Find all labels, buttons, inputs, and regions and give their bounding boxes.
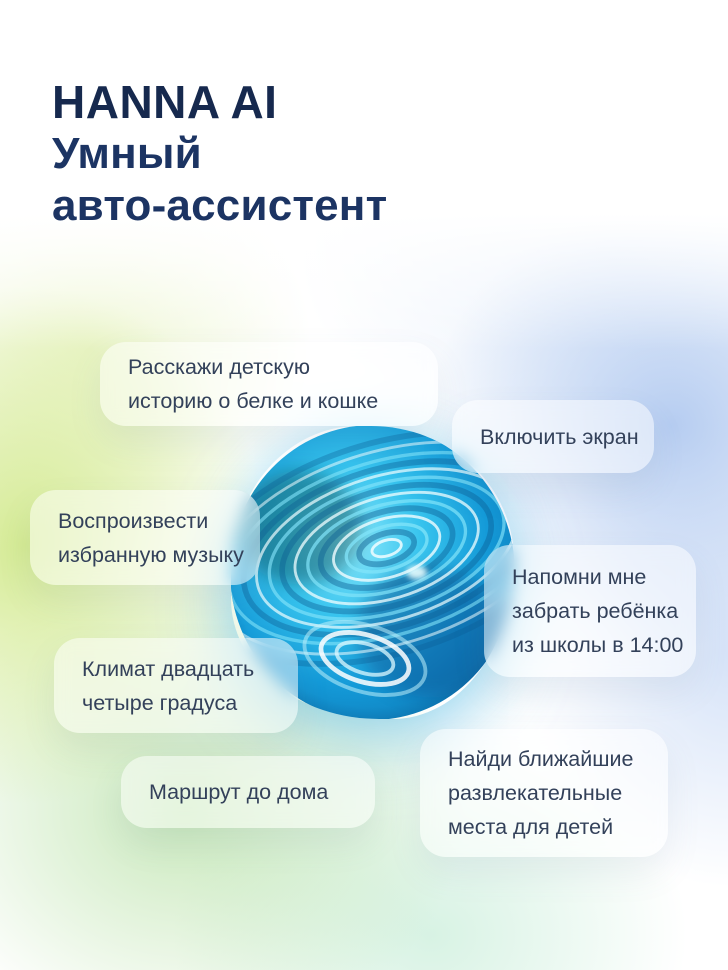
voice-command-line: историю о белке и кошке	[128, 389, 379, 413]
product-subtitle	[52, 128, 387, 232]
voice-command-bubble-story	[100, 342, 438, 426]
voice-command-line: Маршрут до дома	[149, 780, 329, 804]
voice-command-bubble-music	[30, 490, 260, 585]
voice-command-line: избранную музыку	[58, 542, 244, 567]
voice-command-line: Найди ближайшие	[448, 747, 634, 771]
voice-command-line: Напомни мне	[512, 565, 647, 589]
voice-command-bubble-climate	[54, 638, 298, 733]
subtitle-line-2: авто-ассистент	[52, 181, 388, 230]
voice-command-line: Воспроизвести	[58, 508, 209, 533]
voice-command-bubble-places	[420, 729, 668, 857]
voice-command-bubble-route	[121, 756, 375, 828]
voice-command-line: Включить экран	[480, 424, 639, 449]
brand-title: HANNA AI	[52, 76, 278, 128]
voice-command-bubble-reminder	[484, 545, 696, 677]
voice-command-line: четыре градуса	[82, 690, 238, 715]
voice-command-bubble-screen	[452, 400, 654, 473]
voice-command-line: из школы в 14:00	[512, 633, 684, 657]
voice-command-line: Климат двадцать	[82, 656, 255, 681]
voice-command-line: Расскажи детскую	[128, 355, 310, 379]
header-titles	[52, 76, 387, 232]
voice-command-line: развлекательные	[448, 781, 623, 805]
voice-command-line: места для детей	[448, 815, 614, 839]
voice-command-line: забрать ребёнка	[512, 599, 679, 623]
subtitle-line-1: Умный	[52, 129, 202, 178]
